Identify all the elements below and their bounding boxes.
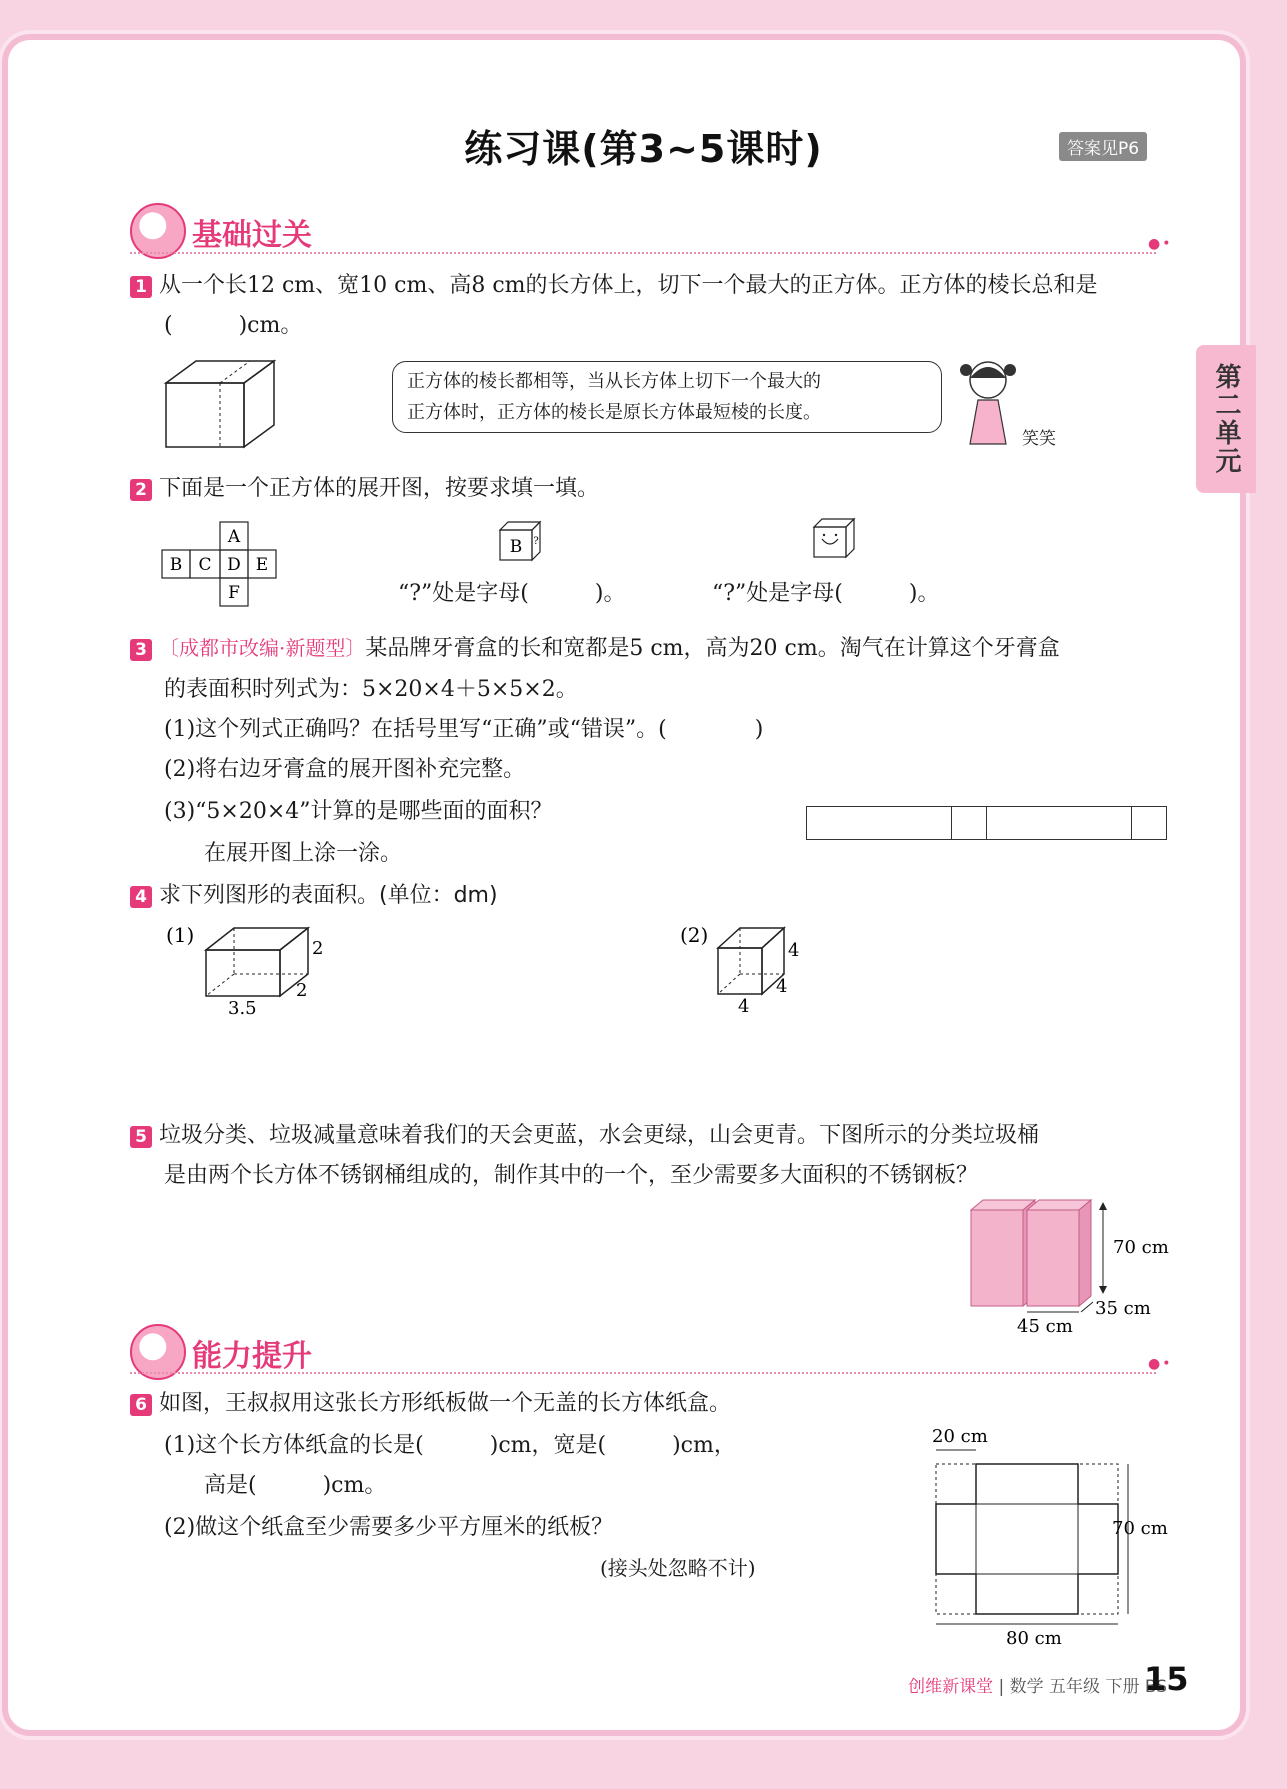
question-2-blank-2: “?”处是字母( )。 — [712, 581, 940, 606]
unit-tab: 第二单元 — [1196, 345, 1256, 493]
section-heading-advanced: 能力提升 — [192, 1339, 312, 1374]
cube1-unknown-mark: ? — [533, 536, 539, 547]
section-avatar-icon — [130, 203, 186, 259]
decoration-dots-icon: ●• — [1148, 236, 1173, 252]
corner-size-label: 20 cm — [932, 1426, 988, 1447]
cardboard-net-figure — [920, 1420, 1180, 1650]
question-text: 某品牌牙膏盒的长和宽都是5 cm，高为20 cm。淘气在计算这个牙膏盒 — [365, 636, 1060, 661]
question-1-blank: ( )cm。 — [164, 313, 303, 338]
section-divider — [130, 252, 1156, 254]
toothpaste-net-face[interactable] — [986, 806, 1132, 840]
question-6-sub2: (2)做这个纸盒至少需要多少平方厘米的纸板？ — [164, 1515, 614, 1540]
net-face-c: C — [198, 555, 212, 575]
question-source: 〔成都市改编·新题型〕 — [159, 636, 366, 660]
page-number: 15 — [1144, 1660, 1189, 1698]
question-number: 2 — [130, 479, 152, 501]
page-title: 练习课(第3~5课时) — [464, 127, 823, 171]
net-face-e: E — [255, 555, 269, 575]
hint-line: 正方体的棱长都相等，当从长方体上切下一个最大的 — [407, 371, 821, 392]
question-6-sub1-line2: 高是( )cm。 — [204, 1473, 387, 1498]
length-label: 4 — [738, 996, 750, 1016]
question-5-line2: 是由两个长方体不锈钢桶组成的，制作其中的一个，至少需要多大面积的不锈钢板？ — [164, 1163, 979, 1188]
decoration-dots-icon: ●• — [1148, 1356, 1173, 1372]
question-number: 3 — [130, 639, 152, 661]
question-number: 1 — [130, 276, 152, 298]
question-4 — [130, 876, 498, 916]
width-label: 2 — [296, 980, 308, 1001]
hint-line: 正方体时，正方体的棱长是原长方体最短棱的长度。 — [407, 402, 821, 423]
bin-width-label: 45 cm — [1017, 1316, 1073, 1337]
hint-speech-bubble — [392, 361, 942, 433]
net-face-d: D — [227, 555, 241, 575]
net-face-f: F — [228, 583, 240, 603]
height-label: 2 — [312, 938, 324, 959]
cube-net-figure — [158, 518, 282, 610]
question-number: 6 — [130, 1394, 152, 1416]
question-text: 垃圾分类、垃圾减量意味着我们的天会更蓝，水会更绿，山会更青。下图所示的分类垃圾桶 — [159, 1123, 1040, 1148]
answer-reference-badge: 答案见P6 — [1059, 132, 1147, 161]
footer-brand: 创维新课堂 — [908, 1677, 994, 1697]
question-text: 求下列图形的表面积。(单位：dm) — [159, 883, 498, 908]
bin-depth-label: 35 cm — [1095, 1298, 1151, 1319]
q4-cuboid-1-figure — [160, 916, 330, 1016]
figure-label: (1) — [166, 923, 195, 947]
question-3-sub1: (1)这个列式正确吗？在括号里写“正确”或“错误”。( ) — [164, 717, 764, 742]
question-5 — [130, 1116, 1190, 1156]
length-label: 3.5 — [228, 998, 257, 1016]
question-number: 4 — [130, 886, 152, 908]
question-text: 下面是一个正方体的展开图，按要求填一填。 — [159, 476, 600, 501]
question-text: 如图，王叔叔用这张长方形纸板做一个无盖的长方体纸盒。 — [159, 1391, 732, 1416]
question-3-sub3-line2: 在展开图上涂一涂。 — [204, 841, 403, 866]
question-3-sub3: (3)“5×20×4”计算的是哪些面的面积？ — [164, 799, 553, 824]
toothpaste-net-face[interactable] — [806, 806, 952, 840]
figure-label: (2) — [680, 923, 709, 947]
trash-bins-figure — [965, 1196, 1185, 1338]
footer-info — [908, 1672, 1167, 1697]
cube2-smiley-figure — [810, 515, 860, 561]
net-face-a: A — [227, 527, 241, 547]
question-2 — [130, 469, 599, 509]
q4-cube-2-figure — [676, 916, 816, 1016]
question-3-sub2: (2)将右边牙膏盒的展开图补充完整。 — [164, 757, 526, 782]
footer-details: | 数学 五年级 下册 BS — [998, 1677, 1167, 1697]
question-6-note: (接头处忽略不计) — [600, 1556, 756, 1580]
question-6 — [130, 1384, 731, 1424]
question-2-blank-1: “?”处是字母( )。 — [398, 581, 626, 606]
toothpaste-net-face[interactable] — [1131, 806, 1167, 840]
question-3-line2: 的表面积时列式为：5×20×4＋5×5×2。 — [164, 677, 578, 702]
board-width-label: 80 cm — [1006, 1628, 1062, 1649]
question-1 — [130, 266, 1180, 306]
net-face-b: B — [169, 555, 183, 575]
section-heading-basic: 基础过关 — [192, 218, 312, 253]
character-name: 笑笑 — [1022, 429, 1056, 449]
section-divider — [130, 1372, 1156, 1374]
cube1-front-letter: B — [509, 537, 523, 557]
height-label: 4 — [788, 940, 800, 961]
q1-cuboid-figure — [160, 355, 280, 455]
toothpaste-net-face[interactable] — [951, 806, 987, 840]
girl-character-icon — [950, 352, 1030, 452]
question-3 — [130, 628, 1190, 669]
board-height-label: 70 cm — [1112, 1518, 1168, 1539]
bin-height-label: 70 cm — [1113, 1237, 1169, 1258]
question-6-sub1: (1)这个长方体纸盒的长是( )cm，宽是( )cm， — [164, 1433, 736, 1458]
question-text: 从一个长12 cm、宽10 cm、高8 cm的长方体上，切下一个最大的正方体。正方体的棱长总和是 — [159, 273, 1098, 298]
cube1-figure — [496, 518, 546, 564]
width-label: 4 — [776, 976, 788, 997]
question-number: 5 — [130, 1126, 152, 1148]
